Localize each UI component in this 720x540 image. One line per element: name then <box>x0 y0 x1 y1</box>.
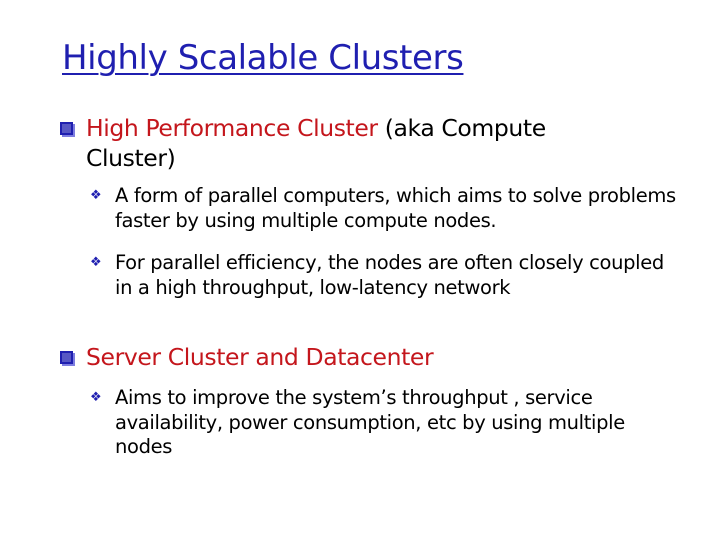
square-bullet-icon <box>60 122 73 135</box>
sub-bullet-parallel-computers <box>90 184 680 233</box>
square-bullet-icon <box>60 351 73 364</box>
bullet-highlight: Server Cluster and Datacenter <box>86 343 434 371</box>
bullet-text <box>60 113 640 173</box>
bullet-server-cluster <box>60 342 640 372</box>
slide-title: Highly Scalable Clusters <box>62 38 464 78</box>
bullet-text <box>60 342 640 372</box>
sub-bullet-text: A form of parallel computers, which aims to solve problems faster by using multiple compute nodes. <box>115 184 676 232</box>
sub-bullet-throughput <box>90 386 680 460</box>
sub-bullet-text: For parallel efficiency, the nodes are often closely coupled in a high throughput, low-latency network <box>115 251 664 299</box>
checkmark-bullet-icon: ❖ <box>90 390 102 405</box>
sub-bullet-parallel-efficiency <box>90 251 680 300</box>
bullet-highlight: High Performance Cluster <box>86 114 378 142</box>
sub-bullet-text: Aims to improve the system’s throughput , service availability, power consumption, etc by using multiple nodes <box>115 386 625 458</box>
checkmark-bullet-icon: ❖ <box>90 255 102 270</box>
bullet-rest: (aka Compute Cluster) <box>86 114 546 172</box>
checkmark-bullet-icon: ❖ <box>90 188 102 203</box>
bullet-high-performance-cluster <box>60 113 640 173</box>
